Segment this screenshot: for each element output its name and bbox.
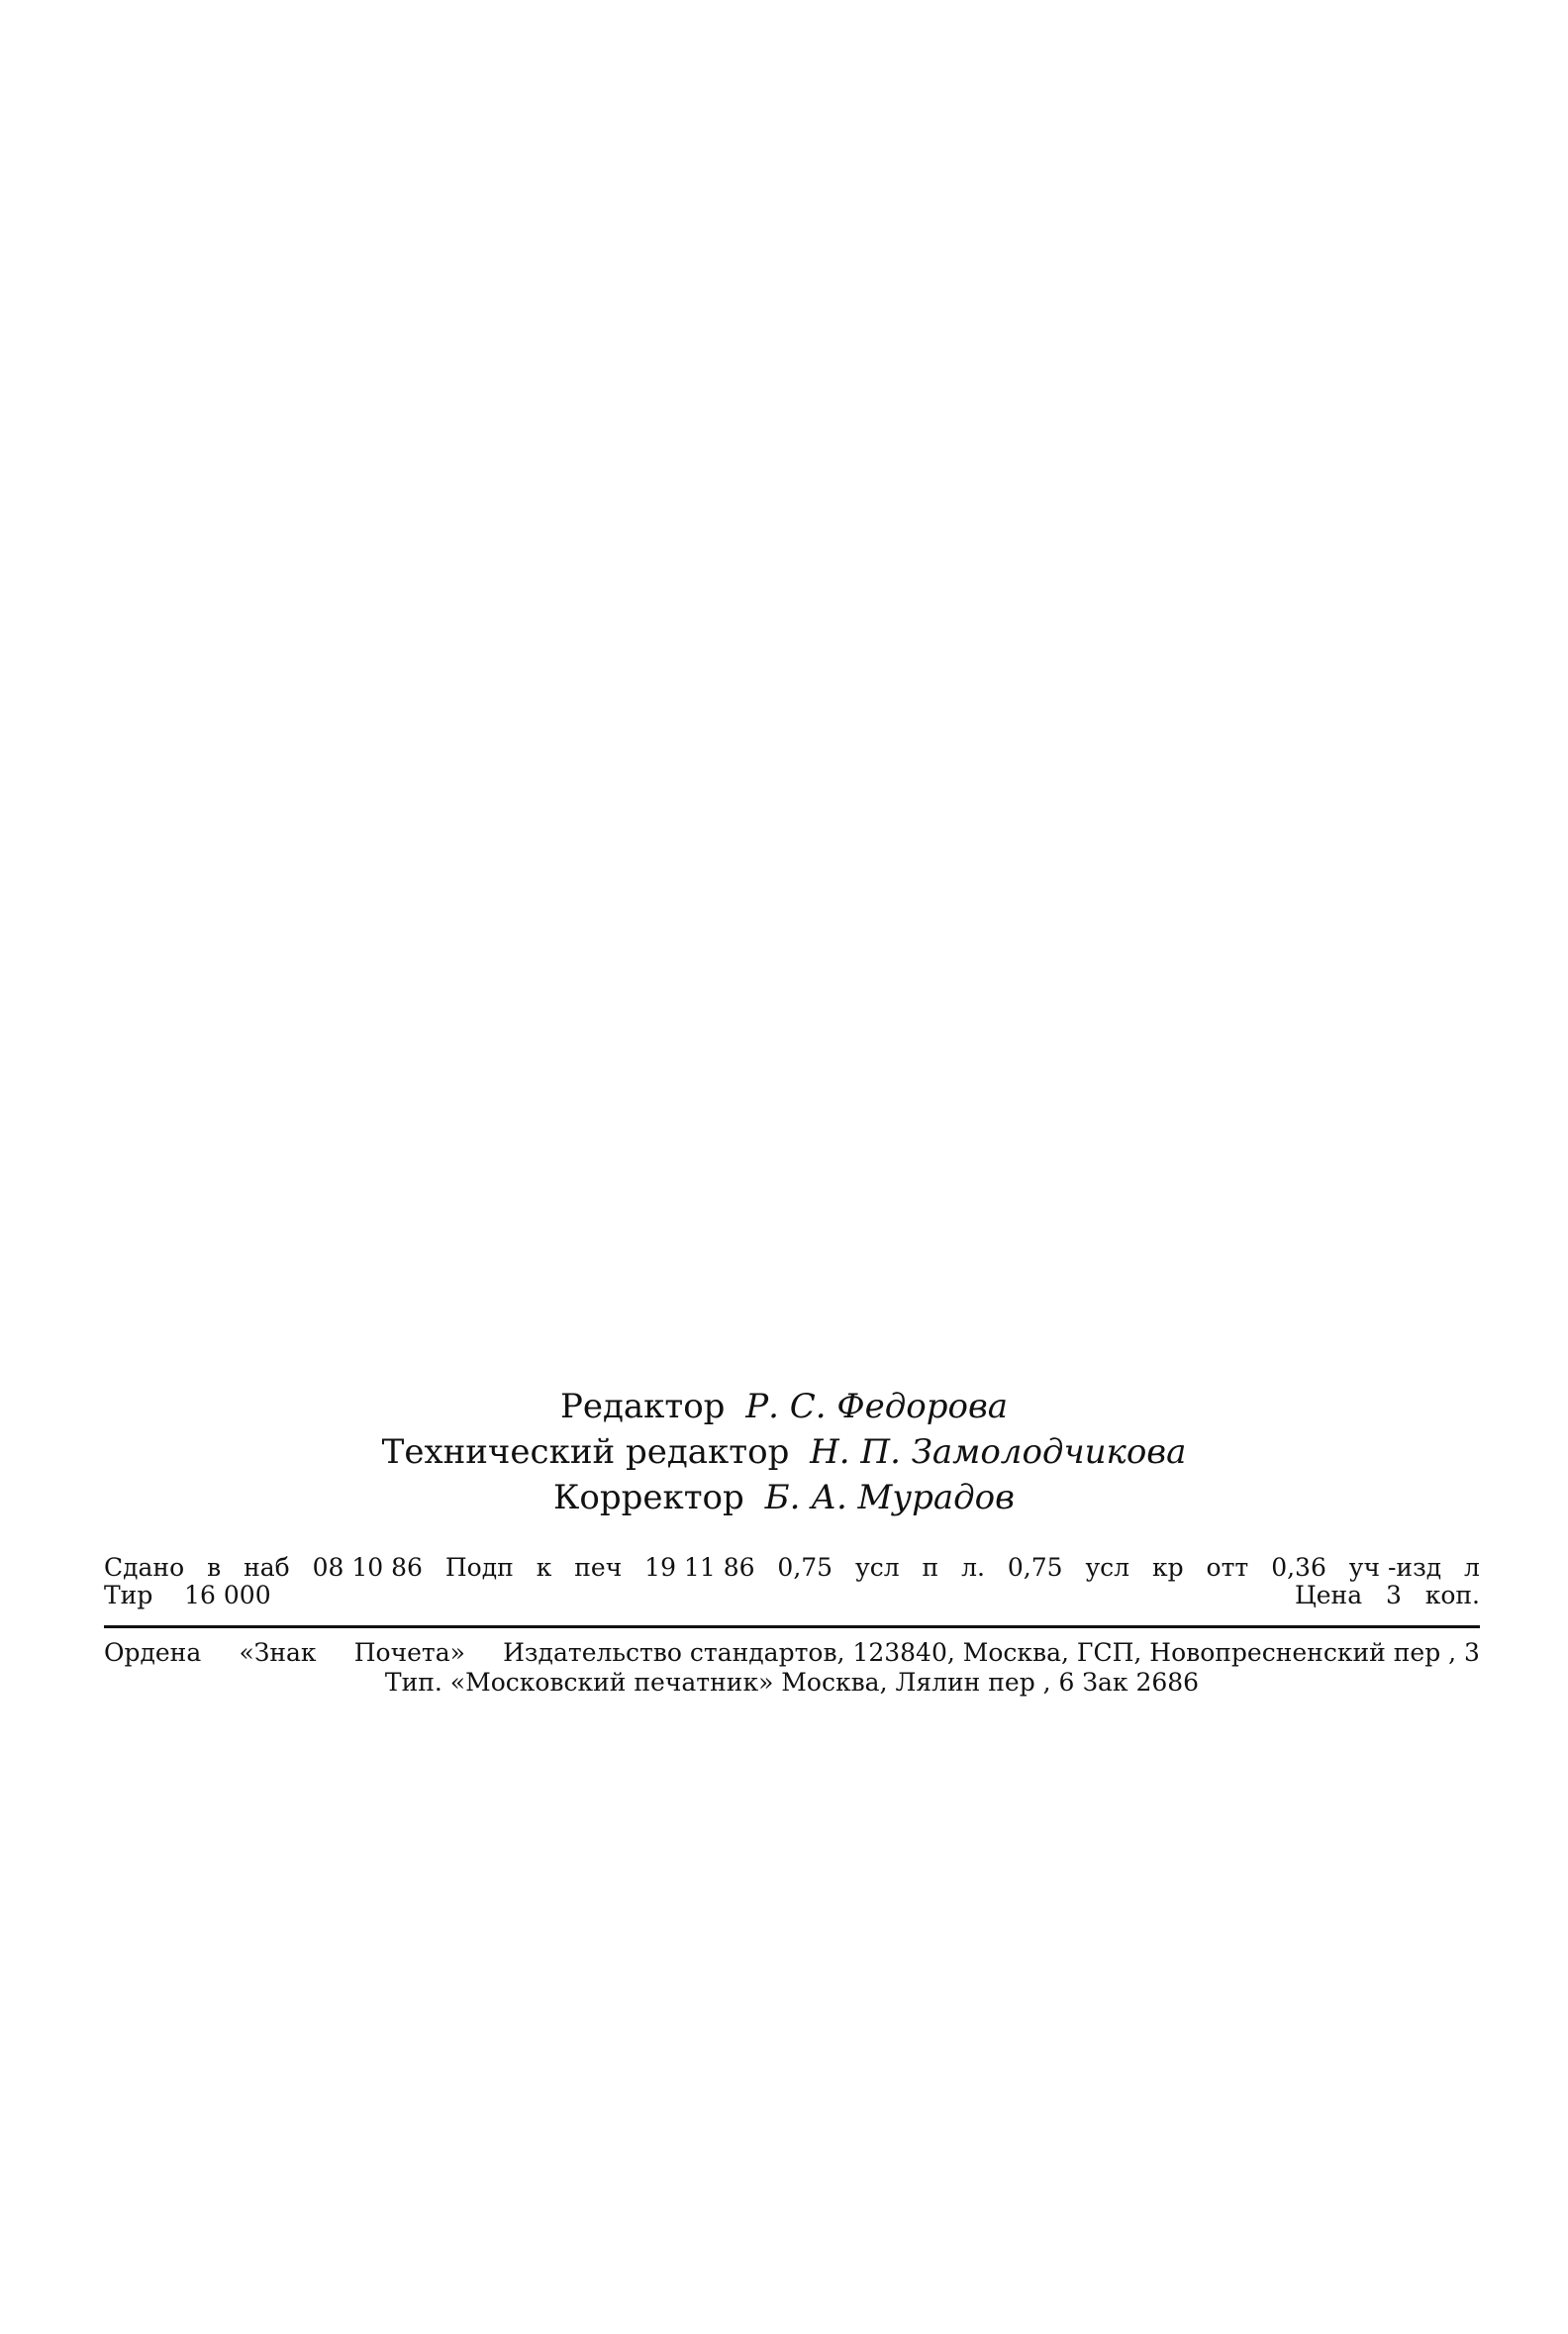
imprint-token: п	[922, 1553, 939, 1582]
publisher-line-2: Тип. «Московский печатник» Москва, Лялин пер , 6 Зак 2686	[384, 1668, 1200, 1697]
publisher-block	[104, 1638, 1480, 1698]
publisher-token: Издательство стандартов, 123840, Москва, ГСП, Новопресненский пер , 3	[503, 1638, 1480, 1667]
imprint-row-1	[104, 1554, 1480, 1582]
proofreader-role: Корректор	[553, 1478, 744, 1517]
editor-line	[0, 1384, 1568, 1429]
imprint-token: л.	[961, 1553, 985, 1582]
print-run-label: Тир	[104, 1581, 153, 1609]
editor-name: Р. С. Федорова	[745, 1387, 1009, 1426]
imprint-block	[104, 1554, 1480, 1609]
imprint-token: наб	[244, 1553, 290, 1582]
imprint-token: 19 11 86	[644, 1553, 755, 1582]
publisher-token: «Знак	[239, 1638, 317, 1667]
proofreader-line	[0, 1475, 1568, 1520]
proofreader-name: Б. А. Мурадов	[764, 1478, 1015, 1517]
price	[1295, 1582, 1480, 1609]
publisher-token: Ордена	[104, 1638, 202, 1667]
divider-rule	[104, 1625, 1480, 1628]
imprint-token: отт	[1206, 1553, 1249, 1582]
imprint-token: 0,75	[1007, 1553, 1063, 1582]
imprint-token: Сдано	[104, 1553, 185, 1582]
price-label: Цена	[1294, 1581, 1363, 1609]
imprint-token: Подп	[444, 1553, 514, 1582]
tech-editor-line	[0, 1429, 1568, 1475]
publisher-line-1	[104, 1638, 1480, 1668]
imprint-token: усл	[855, 1553, 900, 1582]
imprint-token: печ	[574, 1553, 623, 1582]
price-unit: коп.	[1424, 1581, 1480, 1609]
editor-role: Редактор	[559, 1387, 726, 1426]
publisher-token: Почета»	[353, 1638, 465, 1667]
imprint-token: 0,75	[777, 1553, 833, 1582]
tech-editor-name: Н. П. Замолодчикова	[810, 1432, 1187, 1472]
imprint-token: в	[207, 1553, 222, 1582]
imprint-token: уч -изд	[1348, 1553, 1442, 1582]
imprint-token: 0,36	[1271, 1553, 1326, 1582]
print-run-value: 16 000	[184, 1581, 271, 1609]
imprint-row-2	[104, 1582, 1480, 1609]
imprint-token: кр	[1151, 1553, 1184, 1582]
print-run	[104, 1582, 271, 1609]
imprint-token: л	[1464, 1553, 1480, 1582]
tech-editor-role: Технический редактор	[381, 1432, 790, 1472]
imprint-token: усл	[1085, 1553, 1130, 1582]
imprint-token: к	[536, 1553, 552, 1582]
credits-block	[0, 1384, 1568, 1520]
imprint-token: 08 10 86	[312, 1553, 423, 1582]
price-value: 3	[1385, 1581, 1402, 1609]
